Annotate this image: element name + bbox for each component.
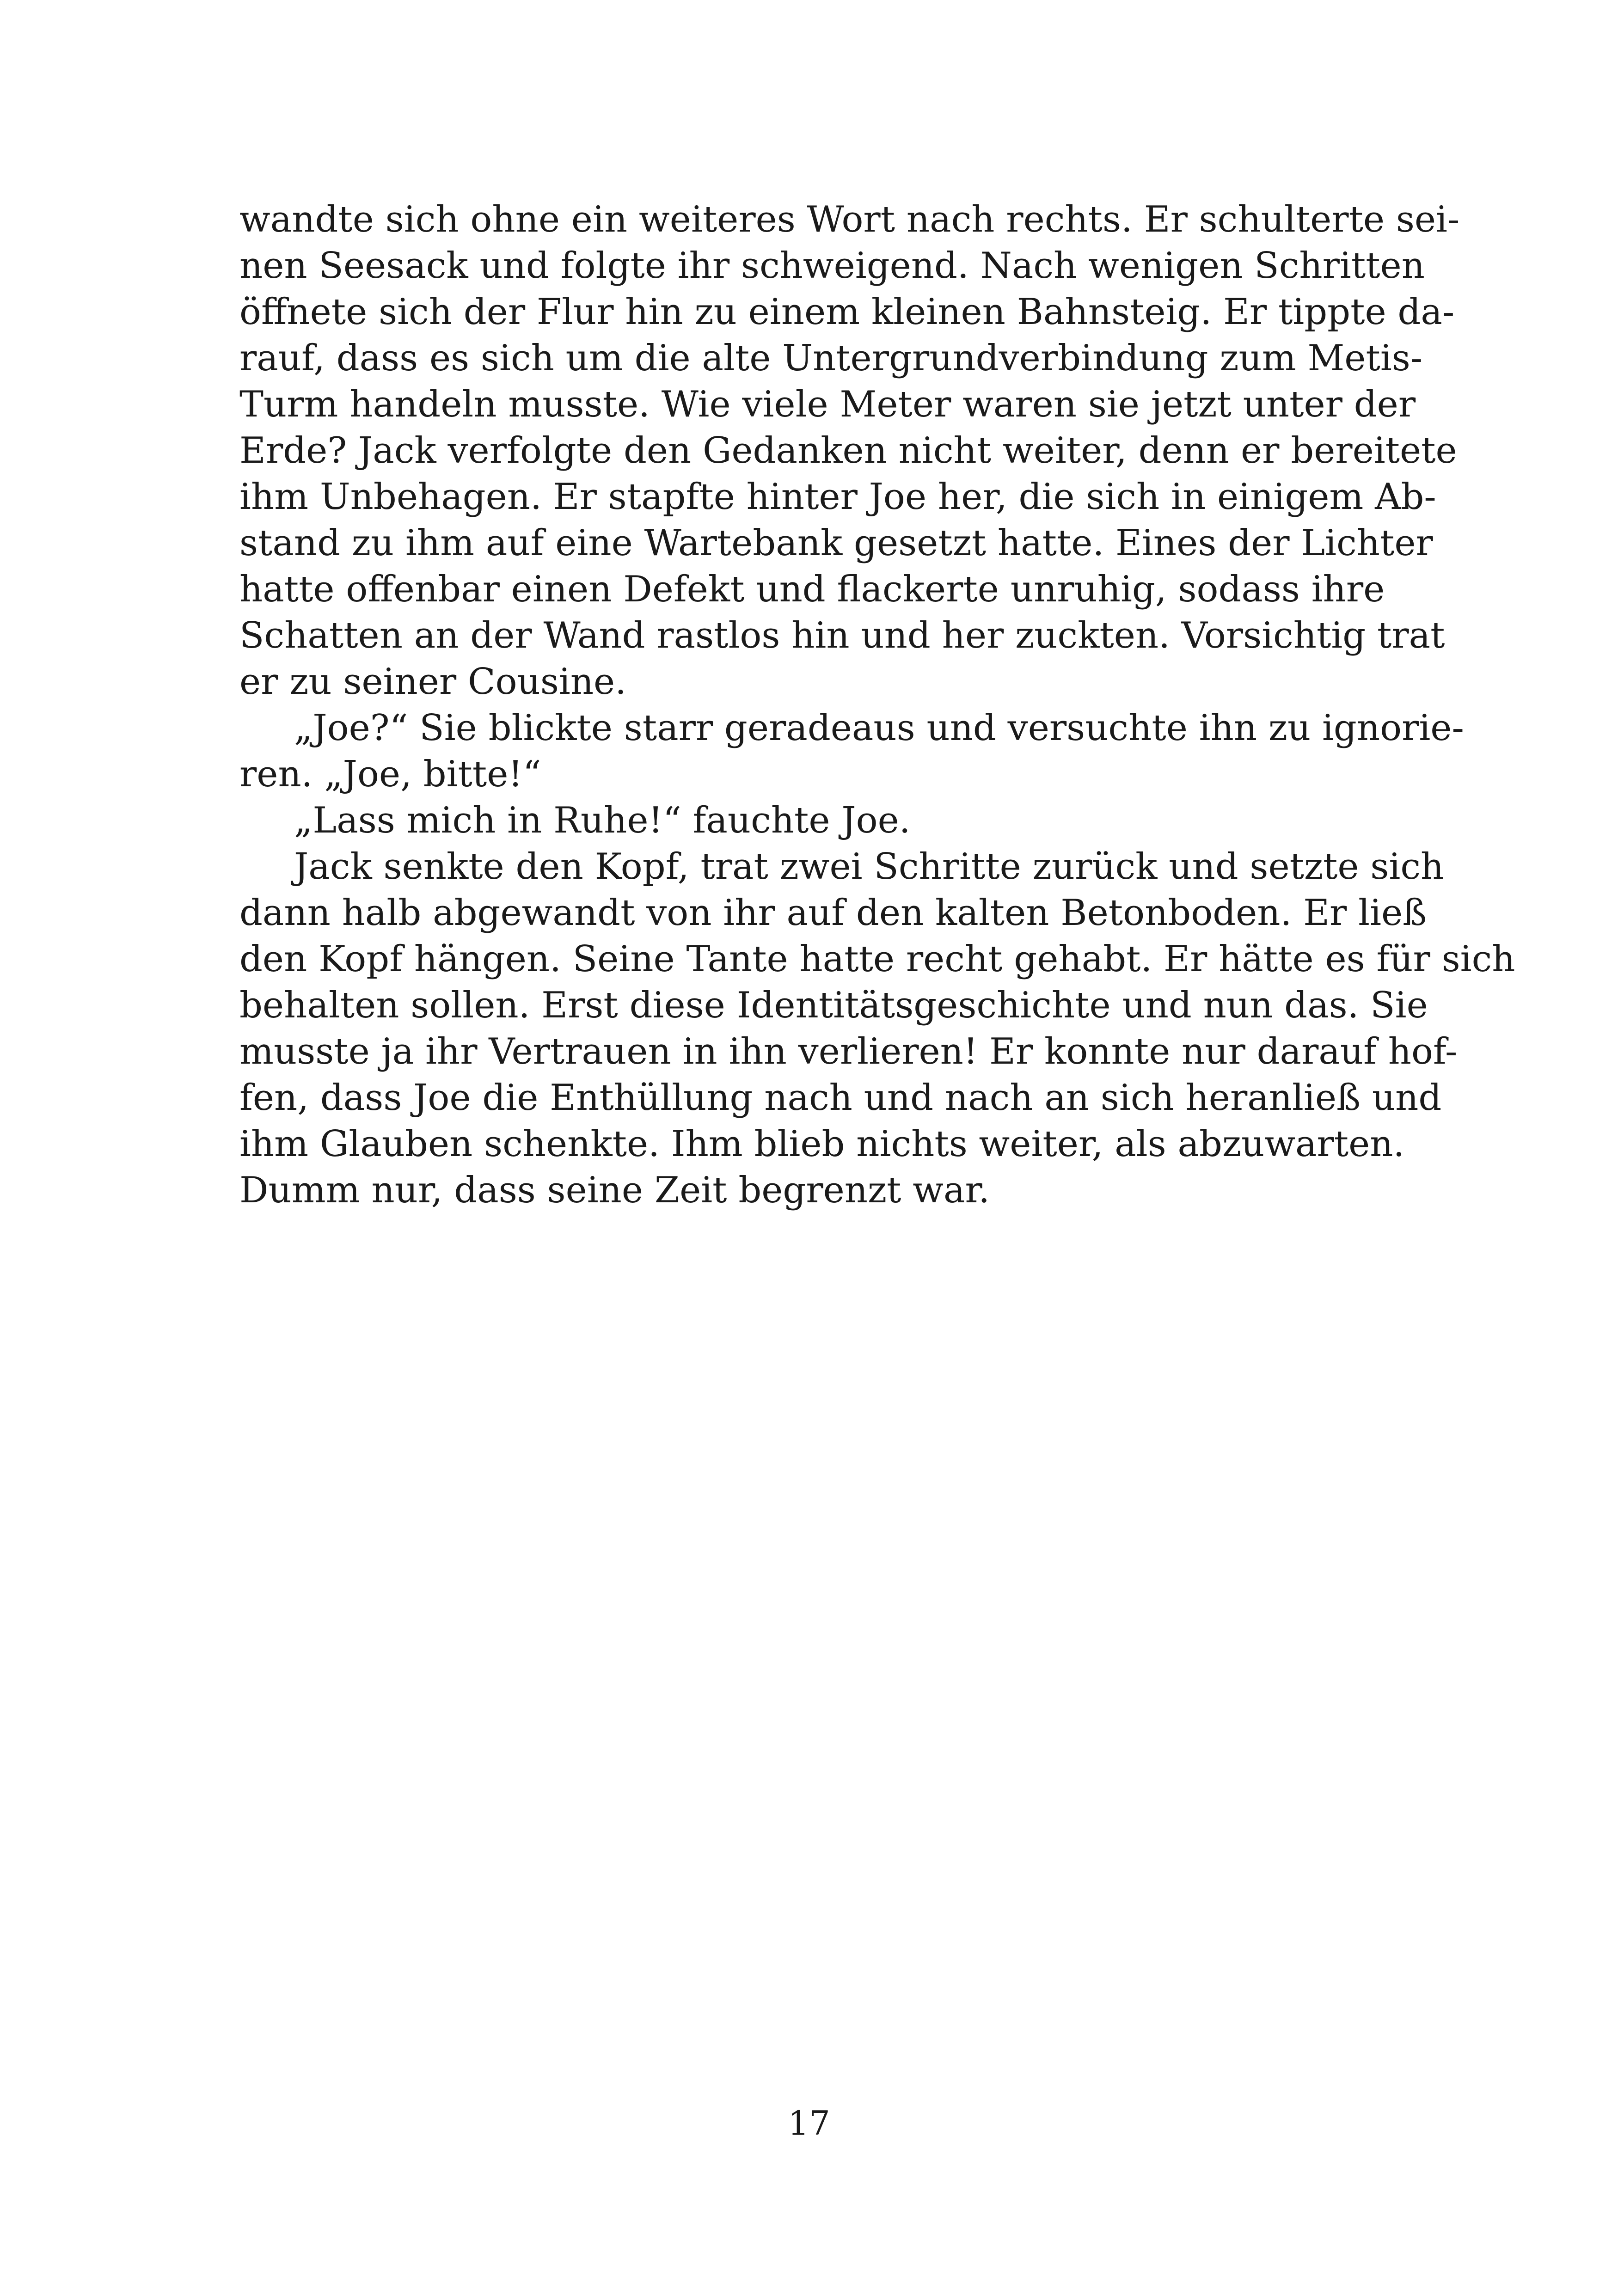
- text-line: stand zu ihm auf eine Wartebank gesetzt hatte. Eines der Lichter: [239, 522, 1433, 564]
- text-line: wandte sich ohne ein weiteres Wort nach rechts. Er schulterte sei-: [239, 199, 1460, 240]
- text-line: er zu seiner Cousine.: [239, 661, 627, 703]
- text-line: „Lass mich in Ruhe!“ fauchte Joe.: [294, 800, 911, 841]
- text-line: musste ja ihr Vertrauen in ihn verlieren! Er konnte nur darauf hof-: [239, 1031, 1458, 1072]
- paragraph: [239, 844, 1515, 1213]
- text-line: ihm Unbehagen. Er stapfte hinter Joe her, die sich in einigem Ab-: [239, 476, 1436, 518]
- text-line: ren. „Joe, bitte!“: [239, 753, 541, 795]
- text-line: nen Seesack und folgte ihr schweigend. Nach wenigen Schritten: [239, 245, 1425, 287]
- text-line: „Joe?“ Sie blickte starr geradeaus und versuchte ihn zu ignorie-: [294, 707, 1464, 749]
- text-line: Jack senkte den Kopf, trat zwei Schritte zurück und setzte sich: [294, 846, 1444, 888]
- body-text: [239, 196, 1515, 1213]
- text-line: Schatten an der Wand rastlos hin und her zuckten. Vorsichtig trat: [239, 615, 1445, 656]
- text-line: Erde? Jack verfolgte den Gedanken nicht weiter, denn er bereitete: [239, 430, 1457, 471]
- text-line: behalten sollen. Erst diese Identitätsgeschichte und nun das. Sie: [239, 985, 1428, 1026]
- text-line: fen, dass Joe die Enthüllung nach und nach an sich heranließ und: [239, 1077, 1442, 1119]
- text-line: ihm Glauben schenkte. Ihm blieb nichts weiter, als abzuwarten.: [239, 1123, 1405, 1165]
- page-number: 17: [788, 2104, 830, 2143]
- text-line: öffnete sich der Flur hin zu einem kleinen Bahnsteig. Er tippte da-: [239, 291, 1455, 333]
- text-line: hatte offenbar einen Defekt und flackerte unruhig, sodass ihre: [239, 569, 1385, 610]
- text-line: rauf, dass es sich um die alte Untergrundverbindung zum Metis-: [239, 337, 1423, 379]
- paragraph: [239, 196, 1460, 705]
- text-line: dann halb abgewandt von ihr auf den kalten Betonboden. Er ließ: [239, 892, 1427, 934]
- text-line: Turm handeln musste. Wie viele Meter waren sie jetzt unter der: [239, 384, 1416, 425]
- text-line: Dumm nur, dass seine Zeit begrenzt war.: [239, 1169, 990, 1211]
- text-line: den Kopf hängen. Seine Tante hatte recht gehabt. Er hätte es für sich: [239, 938, 1515, 980]
- paragraph: [239, 797, 1377, 844]
- paragraph: [239, 705, 1464, 797]
